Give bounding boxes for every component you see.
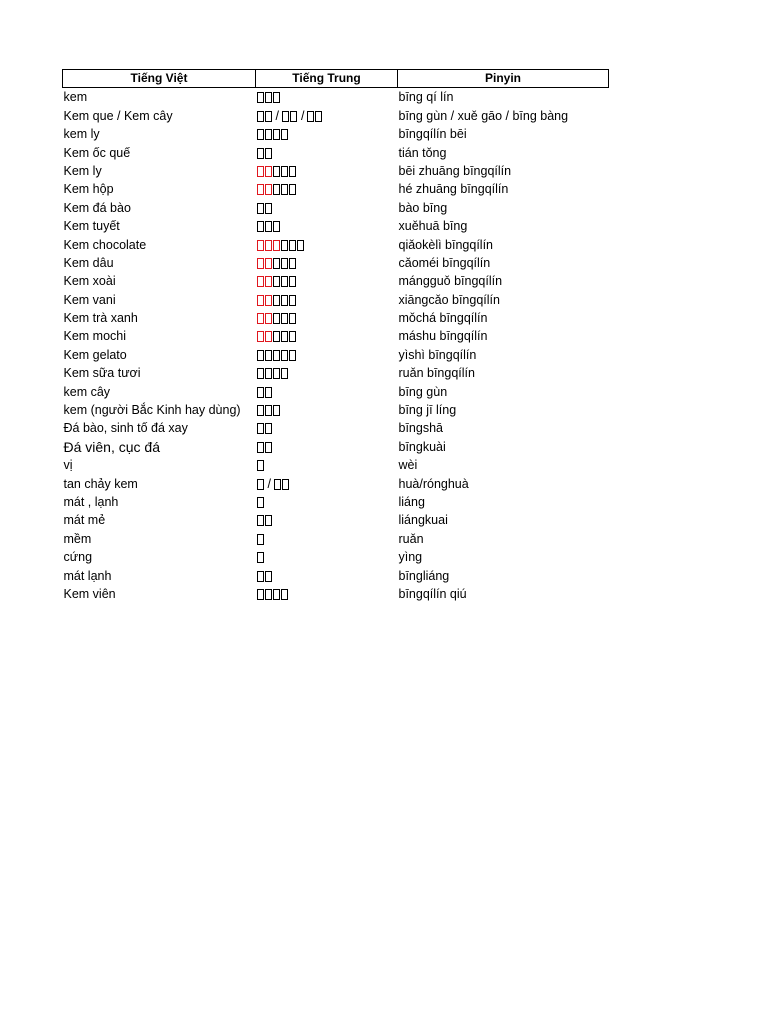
missing-glyph-box — [273, 313, 280, 324]
missing-glyph-box — [289, 350, 296, 361]
missing-glyph-box — [289, 240, 296, 251]
pinyin-term: liángkuai — [398, 513, 448, 528]
missing-glyph-box — [257, 350, 264, 361]
chinese-term — [256, 548, 398, 566]
vietnamese-term: Đá viên, cục đá — [63, 438, 160, 455]
missing-glyph-box — [265, 276, 272, 287]
table-row — [63, 345, 609, 363]
chinese-term — [256, 327, 398, 345]
missing-glyph-box — [257, 497, 264, 508]
pinyin-term: qiǎokèlì bīngqílín — [398, 237, 494, 252]
chinese-term — [256, 529, 398, 547]
missing-glyph-box — [257, 534, 264, 545]
chinese-term — [256, 345, 398, 363]
pinyin-term: bào bīng — [398, 200, 448, 215]
vietnamese-term: cứng — [63, 550, 93, 565]
missing-glyph-box — [257, 240, 264, 251]
missing-glyph-box — [257, 148, 264, 159]
table-row — [63, 493, 609, 511]
pinyin-term: tián tǒng — [398, 145, 447, 160]
pinyin-term: ruǎn — [398, 531, 424, 546]
table-row — [63, 272, 609, 290]
missing-glyph-box — [265, 313, 272, 324]
missing-glyph-box — [265, 258, 272, 269]
table-row — [63, 382, 609, 400]
chinese-term — [256, 382, 398, 400]
missing-glyph-box — [281, 184, 288, 195]
missing-glyph-box — [265, 387, 272, 398]
vietnamese-term: Kem dâu — [63, 255, 114, 270]
missing-glyph-box — [257, 129, 264, 140]
pinyin-term: mángguǒ bīngqílín — [398, 274, 503, 289]
pinyin-term: máshu bīngqílín — [398, 329, 488, 344]
chinese-term — [256, 364, 398, 382]
table-row — [63, 217, 609, 235]
missing-glyph-box — [282, 111, 289, 122]
missing-glyph-box — [265, 368, 272, 379]
vietnamese-term: Kem ly — [63, 163, 102, 178]
chinese-term — [256, 272, 398, 290]
missing-glyph-box — [265, 240, 272, 251]
vietnamese-term: Kem hộp — [63, 182, 114, 197]
missing-glyph-box — [281, 331, 288, 342]
pinyin-term: ruǎn bīngqílín — [398, 366, 475, 381]
vietnamese-term: kem (người Bắc Kinh hay dùng) — [63, 403, 241, 418]
vietnamese-term: Kem gelato — [63, 347, 127, 362]
pinyin-term: wèi — [398, 458, 418, 473]
table-row — [63, 585, 609, 603]
missing-glyph-box — [281, 350, 288, 361]
missing-glyph-box — [265, 184, 272, 195]
missing-glyph-box — [289, 331, 296, 342]
header-vietnamese: Tiếng Việt — [63, 70, 256, 88]
missing-glyph-box — [289, 295, 296, 306]
chinese-term — [256, 474, 398, 492]
missing-glyph-box — [281, 166, 288, 177]
chinese-term — [256, 106, 398, 124]
missing-glyph-box — [257, 589, 264, 600]
missing-glyph-box — [297, 240, 304, 251]
pinyin-term: xuěhuā bīng — [398, 219, 468, 234]
missing-glyph-box — [290, 111, 297, 122]
vietnamese-term: Kem chocolate — [63, 237, 147, 252]
vietnamese-term: Kem xoài — [63, 274, 116, 289]
missing-glyph-box — [257, 479, 264, 490]
table-row — [63, 327, 609, 345]
pinyin-term: bīngqílín bēi — [398, 127, 467, 142]
vietnamese-term: Đá bào, sinh tố đá xay — [63, 421, 188, 436]
missing-glyph-box — [265, 166, 272, 177]
pinyin-term: huà/rónghuà — [398, 476, 469, 491]
missing-glyph-box — [257, 423, 264, 434]
pinyin-term: mǒchá bīngqílín — [398, 311, 488, 326]
missing-glyph-box — [257, 515, 264, 526]
table-row — [63, 529, 609, 547]
missing-glyph-box — [257, 552, 264, 563]
missing-glyph-box — [257, 166, 264, 177]
vietnamese-term: kem cây — [63, 384, 111, 399]
chinese-term — [256, 493, 398, 511]
vietnamese-term: mềm — [63, 531, 92, 546]
missing-glyph-box — [273, 295, 280, 306]
vietnamese-term: Kem sữa tươi — [63, 366, 141, 381]
missing-glyph-box — [257, 184, 264, 195]
pinyin-term: bīng gùn / xuě gāo / bīng bàng — [398, 108, 569, 123]
table-row — [63, 548, 609, 566]
table-row — [63, 364, 609, 382]
pinyin-term: hé zhuāng bīngqílín — [398, 182, 509, 197]
pinyin-term: bīng jī líng — [398, 403, 457, 418]
missing-glyph-box — [265, 129, 272, 140]
chinese-term — [256, 88, 398, 107]
pinyin-term: cǎoméi bīngqílín — [398, 255, 491, 270]
missing-glyph-box — [273, 589, 280, 600]
table-row — [63, 125, 609, 143]
missing-glyph-box — [257, 92, 264, 103]
vietnamese-term: Kem mochi — [63, 329, 127, 344]
table-row — [63, 474, 609, 492]
vocabulary-table — [62, 69, 609, 603]
pinyin-term: bīng gùn — [398, 384, 448, 399]
missing-glyph-box — [282, 479, 289, 490]
chinese-term — [256, 254, 398, 272]
missing-glyph-box — [273, 184, 280, 195]
table-row — [63, 198, 609, 216]
missing-glyph-box — [257, 442, 264, 453]
missing-glyph-box — [265, 589, 272, 600]
missing-glyph-box — [265, 295, 272, 306]
chinese-term — [256, 198, 398, 216]
missing-glyph-box — [265, 331, 272, 342]
missing-glyph-box — [257, 203, 264, 214]
missing-glyph-box — [265, 350, 272, 361]
missing-glyph-box — [281, 258, 288, 269]
vietnamese-term: kem ly — [63, 127, 100, 142]
pinyin-term: yìng — [398, 550, 423, 565]
missing-glyph-box — [281, 240, 288, 251]
vietnamese-term: tan chảy kem — [63, 476, 138, 491]
chinese-term — [256, 401, 398, 419]
pinyin-term: liáng — [398, 494, 425, 509]
missing-glyph-box — [265, 442, 272, 453]
missing-glyph-box — [273, 166, 280, 177]
table-row — [63, 401, 609, 419]
missing-glyph-box — [257, 295, 264, 306]
table-row — [63, 456, 609, 474]
missing-glyph-box — [257, 460, 264, 471]
missing-glyph-box — [257, 276, 264, 287]
pinyin-term: bēi zhuāng bīngqílín — [398, 163, 512, 178]
missing-glyph-box — [265, 515, 272, 526]
table-row — [63, 235, 609, 253]
table-row — [63, 419, 609, 437]
missing-glyph-box — [257, 258, 264, 269]
vocabulary-rows — [63, 88, 609, 603]
missing-glyph-box — [315, 111, 322, 122]
missing-glyph-box — [257, 571, 264, 582]
header-pinyin: Pinyin — [398, 70, 609, 88]
chinese-term — [256, 309, 398, 327]
missing-glyph-box — [281, 295, 288, 306]
vietnamese-term: Kem vani — [63, 292, 116, 307]
missing-glyph-box — [273, 276, 280, 287]
chinese-term — [256, 566, 398, 584]
chinese-term — [256, 511, 398, 529]
missing-glyph-box — [274, 479, 281, 490]
table-row — [63, 162, 609, 180]
chinese-term — [256, 235, 398, 253]
missing-glyph-box — [273, 92, 280, 103]
pinyin-term: bīng qí lín — [398, 90, 454, 105]
vietnamese-term: kem — [63, 90, 88, 105]
missing-glyph-box — [257, 368, 264, 379]
missing-glyph-box — [273, 368, 280, 379]
chinese-term — [256, 162, 398, 180]
table-row — [63, 143, 609, 161]
missing-glyph-box — [281, 313, 288, 324]
table-row — [63, 254, 609, 272]
vietnamese-term: Kem ốc quế — [63, 145, 131, 160]
pinyin-term: yìshì bīngqílín — [398, 347, 477, 362]
pinyin-term: bīngliáng — [398, 568, 450, 583]
vietnamese-term: vị — [63, 458, 73, 473]
missing-glyph-box — [281, 129, 288, 140]
missing-glyph-box — [307, 111, 314, 122]
missing-glyph-box — [273, 129, 280, 140]
table-row — [63, 88, 609, 107]
missing-glyph-box — [281, 368, 288, 379]
missing-glyph-box — [289, 166, 296, 177]
missing-glyph-box — [265, 111, 272, 122]
chinese-term — [256, 456, 398, 474]
chinese-term — [256, 585, 398, 603]
missing-glyph-box — [281, 589, 288, 600]
missing-glyph-box — [273, 258, 280, 269]
chinese-term — [256, 143, 398, 161]
missing-glyph-box — [265, 423, 272, 434]
missing-glyph-box — [265, 148, 272, 159]
missing-glyph-box — [281, 276, 288, 287]
table-row — [63, 309, 609, 327]
separator: / — [267, 476, 271, 491]
chinese-term — [256, 437, 398, 455]
missing-glyph-box — [273, 240, 280, 251]
vietnamese-term: mát lạnh — [63, 568, 112, 583]
missing-glyph-box — [289, 258, 296, 269]
table-row — [63, 511, 609, 529]
pinyin-term: bīngshā — [398, 421, 443, 436]
header-chinese: Tiếng Trung — [256, 70, 398, 88]
vietnamese-term: Kem viên — [63, 586, 116, 601]
vietnamese-term: Kem đá bào — [63, 200, 131, 215]
chinese-term — [256, 180, 398, 198]
separator: / — [275, 108, 279, 123]
missing-glyph-box — [273, 221, 280, 232]
vietnamese-term: Kem que / Kem cây — [63, 108, 173, 123]
table-row — [63, 566, 609, 584]
missing-glyph-box — [265, 92, 272, 103]
missing-glyph-box — [257, 387, 264, 398]
table-row — [63, 437, 609, 455]
pinyin-term: xiāngcǎo bīngqílín — [398, 292, 500, 307]
missing-glyph-box — [273, 405, 280, 416]
header-row — [63, 70, 609, 88]
vocabulary-sheet — [62, 69, 609, 603]
chinese-term — [256, 125, 398, 143]
vietnamese-term: mát mẻ — [63, 513, 106, 528]
table-row — [63, 180, 609, 198]
pinyin-term: bīngkuài — [398, 439, 446, 454]
missing-glyph-box — [289, 184, 296, 195]
missing-glyph-box — [273, 350, 280, 361]
missing-glyph-box — [273, 331, 280, 342]
missing-glyph-box — [257, 313, 264, 324]
table-row — [63, 290, 609, 308]
missing-glyph-box — [265, 405, 272, 416]
vietnamese-term: Kem trà xanh — [63, 311, 138, 326]
chinese-term — [256, 419, 398, 437]
missing-glyph-box — [289, 313, 296, 324]
missing-glyph-box — [265, 221, 272, 232]
table-row — [63, 106, 609, 124]
missing-glyph-box — [257, 331, 264, 342]
missing-glyph-box — [257, 221, 264, 232]
vietnamese-term: mát , lạnh — [63, 494, 119, 509]
missing-glyph-box — [265, 203, 272, 214]
vietnamese-term: Kem tuyết — [63, 219, 120, 234]
missing-glyph-box — [257, 405, 264, 416]
missing-glyph-box — [257, 111, 264, 122]
pinyin-term: bīngqílín qiú — [398, 586, 467, 601]
missing-glyph-box — [265, 571, 272, 582]
missing-glyph-box — [289, 276, 296, 287]
chinese-term — [256, 290, 398, 308]
separator: / — [300, 108, 305, 123]
chinese-term — [256, 217, 398, 235]
